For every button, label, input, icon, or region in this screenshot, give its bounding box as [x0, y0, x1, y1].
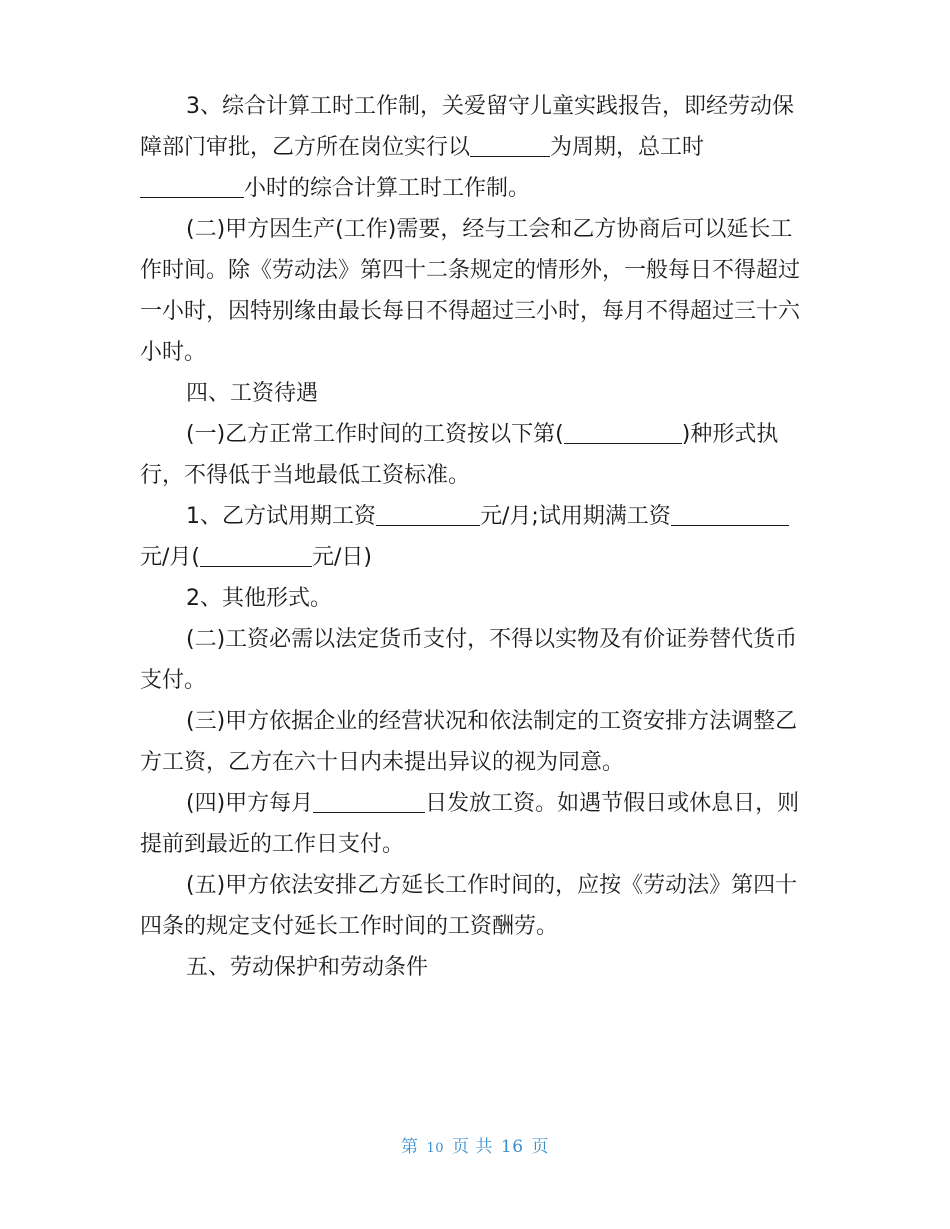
page-footer	[0, 1132, 950, 1157]
paragraph-overtime-pay: (五)甲方依法安排乙方延长工作时间的，应按《劳动法》第四十四条的规定支付延长工作时间的工资酬劳。	[140, 873, 798, 939]
paragraph-text: 元/日)	[312, 545, 372, 570]
blank-probation-wage-field	[376, 503, 480, 526]
paragraph-other-form: 2、其他形式。	[186, 586, 332, 611]
paragraph-text: 元/月(	[140, 545, 200, 570]
paragraph-text: 为周期，总工时	[550, 135, 705, 160]
footer-middle: 页 共	[452, 1137, 493, 1157]
blank-full-wage-field	[671, 503, 789, 526]
blank-daily-wage-field	[200, 544, 312, 567]
footer-suffix: 页	[531, 1137, 550, 1157]
document-body	[140, 86, 812, 988]
section-heading-wages: 四、工资待遇	[186, 381, 319, 406]
paragraph-pay-day	[140, 783, 812, 865]
paragraph-wage-adjustment: (三)甲方依据企业的经营状况和依法制定的工资安排方法调整乙方工资，乙方在六十日内未提出异议的视为同意。	[140, 709, 798, 775]
paragraph-text: 元/月;试用期满工资	[480, 504, 671, 529]
paragraph-text: 1、乙方试用期工资	[186, 504, 376, 529]
blank-period-field	[470, 134, 550, 157]
paragraph-text: 3、综合计算工时工作制，关爱留守儿童实践报告，即经劳动保障部门审批，乙方所在岗位实行以	[140, 94, 794, 160]
blank-pay-day-field	[313, 790, 425, 813]
paragraph-text: (一)乙方正常工作时间的工资按以下第(	[186, 422, 564, 447]
paragraph-text: 日发放工资。如遇节假日或休息日，则提前到最近的工作日支付。	[140, 791, 800, 857]
paragraph-overtime: (二)甲方因生产(工作)需要，经与工会和乙方协商后可以延长工作时间。除《劳动法》第四十二条规定的情形外，一般每日不得超过一小时，因特别缘由最长每日不得超过三小时，每月不得超过三十六小时。	[140, 217, 801, 365]
section-heading-labor-protection: 五、劳动保护和劳动条件	[186, 955, 429, 980]
paragraph-comprehensive-hours	[140, 86, 812, 209]
paragraph-probation-wage	[140, 496, 812, 578]
paragraph-legal-currency: (二)工资必需以法定货币支付，不得以实物及有价证券替代货币支付。	[140, 627, 798, 693]
blank-total-hours-field	[140, 175, 244, 198]
paragraph-text: 小时的综合计算工时工作制。	[244, 176, 531, 201]
paragraph-text: )种形式执行，不得低于当地最低工资标准。	[140, 422, 779, 488]
footer-current-page: 10	[426, 1141, 444, 1156]
footer-prefix: 第	[400, 1137, 419, 1157]
paragraph-wage-form	[140, 414, 812, 496]
footer-total-pages: 16	[500, 1137, 524, 1157]
blank-wage-form-field	[564, 421, 682, 444]
paragraph-text: (四)甲方每月	[186, 791, 314, 816]
